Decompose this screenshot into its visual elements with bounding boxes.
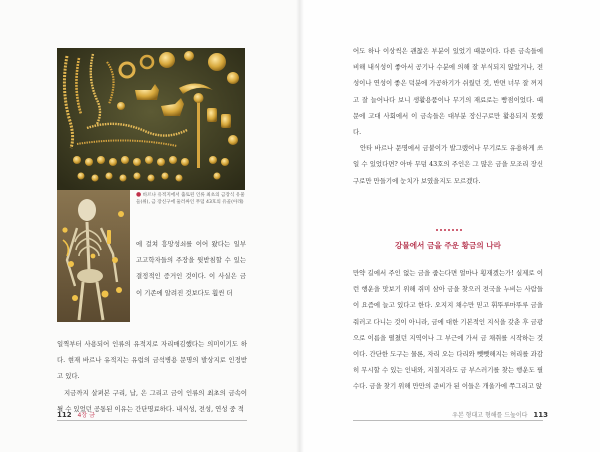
section-heading: 강물에서 금을 주운 황금의 나라 — [395, 241, 501, 250]
gold-artifacts-illustration — [57, 48, 245, 190]
photo-caption — [136, 191, 248, 206]
grave-skeleton-photo — [57, 190, 130, 322]
paragraph: 지금까지 살펴본 구리, 납, 은 그리고 금이 인류의 최초의 금속이 될 수 있었던 공통된 이유는 간단명료하다. 내식성, 전성, 연성 중 적 — [57, 388, 247, 413]
page-number-right: 113 — [533, 411, 548, 419]
page-number-left: 112 — [57, 411, 72, 419]
running-title: 우본 형대고 형해를 드높이다 — [452, 412, 528, 419]
footer-right — [398, 410, 548, 419]
paragraph: 에 걸쳐 흥망성쇠를 이어 왔다는 일부 고고학자들의 주장을 뒷받침할 수 있는 결정적인 증거인 것이다. 이 사실은 금이 기존에 알려진 것보다도 훨씬 더 — [136, 240, 246, 297]
left-text-block — [57, 336, 247, 417]
paragraph: 일찍부터 사용되어 인류의 유적지로 자리매김했다는 의미이기도 하다. 현재 바르나 유적지는 유럽의 금석병용 문명의 발상지로 인정받고 있다. — [57, 340, 247, 381]
footer-left — [57, 410, 95, 419]
book-gutter — [296, 0, 304, 452]
right-text-block-bottom — [353, 265, 543, 395]
paragraph: 만약 길에서 주인 없는 금을 줍는다면 얼마나 횡재겠는가! 실제로 이런 행운을 맛보기 위해 쥐미 삼아 금을 찾으러 전국을 누비는 사람들이 요즘에 늘고 있다고 한다. 오지지 채수만 믿고 휘뚜루마뚜루 금을 줘러고 다니는 것이 아니라, 금에 대한 기본적인 지식을 갖춘 후 금광으로 이름을 떨쳤던 지역이나 그 부근에 가서 금 채취를 시작하는 것이다. 간단한 도구는 물론, 자리 오는 다리와 뺏뺏해지는 허리를 과감히 무시할 수 있는 인내와, 지칠지라도 금 부스러기를 찾는 행운도 필수다. 금을 찾기 위해 만만의 준비가 된 이들은 개울가에 쭈그리고 앉 — [353, 269, 543, 391]
footer-rule-right — [353, 420, 543, 421]
paragraph: 안타 바르나 문명에서 금붙이가 발그랬어나 무기로도 유용하게 쓰일 수 있었다면? 아마 무덤 43호의 주인은 그 많은 금을 모조리 장신구로만 만들기에 눈치가 보였을지도 모르겠다. — [353, 144, 543, 185]
caption-text: 바르나 유적지에서 출토된 인류 최초의 금장식 유물들(위), 금 장신구에 둘러싸인 무덤 43호의 유골(아래) — [136, 193, 245, 205]
left-text-beside-photo — [136, 236, 246, 301]
section-divider-ornament — [435, 228, 463, 232]
paragraph: 어도 하나 이상씩은 괜찮은 부분이 있었기 때문이다. 다른 금속들에 비해 내식성이 좋아서 공기나 수분에 의해 잘 부식되지 않았거나, 전성이나 연성이 좋은 덕분에 가공하기가 쉬웠던 것, 반면 너무 잘 꺼지고 잘 늘어나다 보니 생활용품이나 무기의 재료로는 빵점이었다. 때문에 고대 사회에서 이 금속들은 대부분 장신구로만 활용되지 못했다. — [353, 47, 543, 137]
gold-artifacts-photo — [57, 48, 245, 190]
right-text-block-top — [353, 43, 543, 189]
caption-bullet-icon: ● — [136, 191, 142, 198]
skeleton-illustration — [57, 190, 130, 322]
chapter-label: 4장 금 — [77, 412, 95, 419]
footer-rule-left — [57, 420, 247, 421]
